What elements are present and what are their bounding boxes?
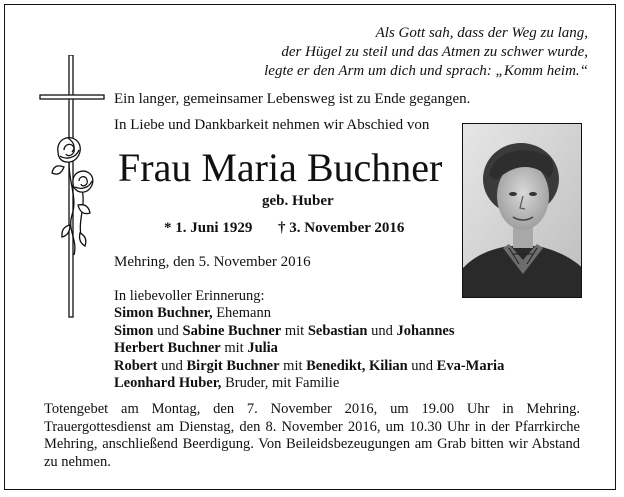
death-date: † 3. November 2016: [278, 220, 405, 236]
mourner-relation: Bruder, mit Familie: [221, 375, 340, 392]
mourner-row: [114, 305, 504, 322]
mourner-relation: mit: [220, 340, 248, 357]
mourner-name: Herbert Buchner: [114, 340, 221, 357]
mourner-row: [114, 340, 504, 357]
mourner-name: Birgit Buchner: [186, 357, 280, 374]
birth-name: geb. Huber: [262, 193, 334, 209]
mourner-row: [114, 375, 504, 392]
mourner-row: [114, 323, 504, 340]
poem-line: legte er den Arm um dich und sprach: „Komm heim.“: [264, 63, 588, 79]
mourner-relation: und: [407, 357, 437, 374]
mourner-relation: mit: [281, 322, 308, 339]
mourner-name: Leonhard Huber,: [114, 375, 222, 392]
mourner-name: Johannes: [396, 322, 455, 339]
mourner-relation: und: [153, 322, 183, 339]
mourner-name: Sabine Buchner: [182, 322, 282, 339]
poem: [264, 24, 588, 81]
portrait-photo: [462, 123, 582, 298]
intro-line: In Liebe und Dankbarkeit nehmen wir Abschied von: [114, 117, 430, 133]
mourner-row: [114, 358, 504, 375]
mourner-name: Simon: [114, 322, 154, 339]
mourner-rows: [114, 305, 504, 392]
cross-with-roses-icon: [34, 55, 114, 323]
mourner-name: Julia: [247, 340, 278, 357]
funeral-notice: Totengebet am Montag, den 7. November 2016, um 19.00 Uhr in Mehring. Trauergottesdienst am Dienstag, den 8. November 2016, um 10.30 Uhr in der Pfarrkirche Mehring, anschließend Beerdigung. Von Beileidsbezeugungen am Grab bitten wir Abstand zu nehmen.: [44, 401, 580, 470]
intro-line: Ein langer, gemeinsamer Lebensweg ist zu Ende gegangen.: [114, 91, 471, 107]
mourner-name: Simon Buchner,: [114, 305, 213, 322]
deceased-name: Frau Maria Buchner: [118, 145, 443, 190]
mourner-name: Sebastian: [307, 322, 368, 339]
mourner-name: Robert: [114, 357, 158, 374]
mourners: [114, 288, 504, 392]
mourner-relation: Ehemann: [212, 305, 271, 322]
birth-date: * 1. Juni 1929: [164, 220, 253, 236]
place-date: Mehring, den 5. November 2016: [114, 254, 311, 270]
mourner-name: Benedikt, Kilian: [306, 357, 408, 374]
portrait-illustration: [463, 124, 582, 298]
poem-line: der Hügel zu steil und das Atmen zu schwer wurde,: [281, 44, 588, 60]
mourner-name: Eva-Maria: [436, 357, 505, 374]
poem-line: Als Gott sah, dass der Weg zu lang,: [375, 25, 588, 41]
mourner-relation: und: [157, 357, 187, 374]
mourners-heading: In liebevoller Erinnerung:: [114, 288, 265, 304]
mourner-relation: mit: [279, 357, 307, 374]
mourner-relation: und: [367, 322, 397, 339]
